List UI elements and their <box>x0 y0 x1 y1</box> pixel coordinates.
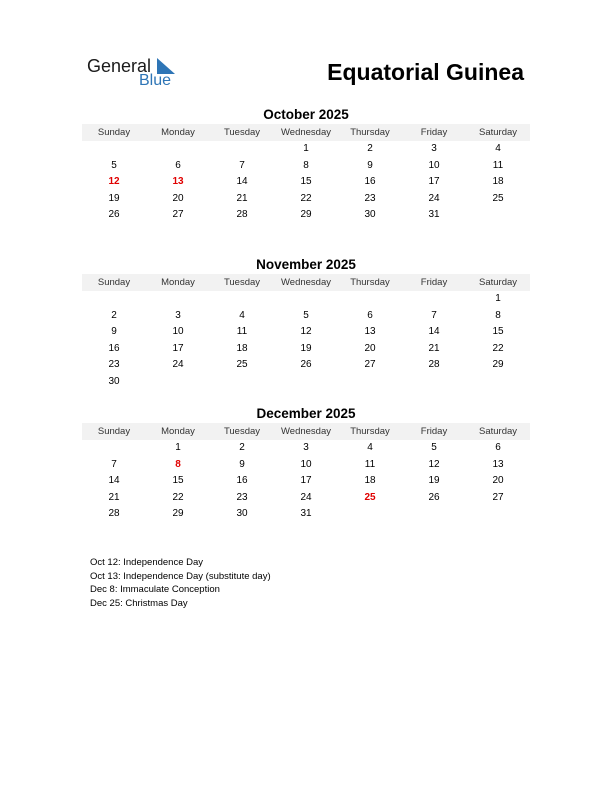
week-row <box>82 174 530 191</box>
day-cell: 7 <box>111 458 117 470</box>
day-cell: 19 <box>428 475 440 487</box>
weekday-label: Thursday <box>350 426 390 437</box>
day-cell: 5 <box>111 159 117 171</box>
day-cell: 9 <box>111 326 117 338</box>
day-cell: 6 <box>175 159 181 171</box>
day-cell: 5 <box>303 309 309 321</box>
day-cell: 24 <box>172 359 184 371</box>
day-cell: 13 <box>172 176 184 188</box>
day-cell: 8 <box>175 458 181 470</box>
day-cell: 18 <box>364 475 376 487</box>
day-cell: 22 <box>300 192 312 204</box>
week-row <box>82 191 530 208</box>
day-cell: 14 <box>236 176 248 188</box>
day-cell: 1 <box>303 143 309 154</box>
weekday-label: Wednesday <box>281 277 331 288</box>
day-cell: 4 <box>367 442 373 453</box>
weekday-label: Thursday <box>350 277 390 288</box>
day-cell <box>338 291 402 308</box>
day-cell: 7 <box>431 309 437 321</box>
week-row <box>82 457 530 474</box>
day-cell: 31 <box>428 209 440 221</box>
day-cell: 24 <box>300 491 312 503</box>
day-cell: 1 <box>175 442 181 453</box>
holiday-note: Oct 13: Independence Day (substitute day) <box>90 570 271 582</box>
day-cell: 9 <box>367 159 373 171</box>
day-cell: 26 <box>428 491 440 503</box>
day-cell: 7 <box>239 159 245 171</box>
day-cell: 29 <box>172 508 184 520</box>
month-december <box>82 405 530 523</box>
holiday-note: Dec 25: Christmas Day <box>90 598 188 610</box>
day-cell: 12 <box>300 326 312 338</box>
day-cell: 4 <box>239 309 245 321</box>
day-cell <box>82 440 146 457</box>
day-cell: 3 <box>303 442 309 453</box>
week-row <box>82 440 530 457</box>
day-cell <box>146 141 210 158</box>
month-title: December 2025 <box>256 406 356 421</box>
weekday-label: Monday <box>161 127 195 138</box>
day-cell: 28 <box>108 508 120 520</box>
day-cell <box>466 207 530 224</box>
holiday-notes <box>90 556 271 611</box>
day-cell: 30 <box>364 209 376 221</box>
day-cell: 15 <box>300 176 312 188</box>
day-cell: 25 <box>492 192 504 204</box>
day-cell: 12 <box>108 176 120 188</box>
day-cell: 19 <box>300 342 312 354</box>
day-cell <box>210 291 274 308</box>
day-cell: 21 <box>108 491 120 503</box>
day-cell: 10 <box>428 159 440 171</box>
day-cell <box>402 374 466 391</box>
day-cell: 25 <box>364 491 376 503</box>
day-cell <box>338 374 402 391</box>
country-title: Equatorial Guinea <box>327 59 524 85</box>
weekday-label: Saturday <box>478 277 518 288</box>
weekday-label: Wednesday <box>281 426 331 437</box>
day-cell <box>146 291 210 308</box>
week-row <box>82 158 530 175</box>
day-cell: 23 <box>364 192 376 204</box>
day-cell: 15 <box>172 475 184 487</box>
month-grid <box>82 291 530 391</box>
day-cell: 11 <box>492 159 504 171</box>
week-row <box>82 308 530 325</box>
day-cell <box>338 506 402 523</box>
day-cell <box>402 506 466 523</box>
month-grid <box>82 141 530 224</box>
weekday-label: Sunday <box>97 127 131 138</box>
week-row <box>82 291 530 308</box>
day-cell: 30 <box>236 508 248 520</box>
day-cell: 8 <box>495 309 501 321</box>
weekday-header <box>82 274 530 291</box>
weekday-label: Saturday <box>478 426 518 437</box>
weekday-label: Friday <box>420 127 448 138</box>
day-cell: 11 <box>236 326 248 338</box>
day-cell <box>82 141 146 158</box>
month-title: November 2025 <box>256 257 356 272</box>
day-cell: 25 <box>236 359 248 371</box>
day-cell: 14 <box>428 326 440 338</box>
day-cell: 20 <box>172 192 184 204</box>
day-cell: 19 <box>108 192 120 204</box>
weekday-label: Monday <box>161 426 195 437</box>
day-cell: 14 <box>108 475 120 487</box>
holiday-note: Oct 12: Independence Day <box>90 557 204 568</box>
day-cell: 31 <box>300 508 312 520</box>
day-cell: 16 <box>364 176 376 188</box>
week-row <box>82 473 530 490</box>
weekday-label: Tuesday <box>223 277 261 288</box>
day-cell: 26 <box>108 209 120 221</box>
weekday-label: Saturday <box>478 127 518 138</box>
day-cell: 26 <box>300 359 312 371</box>
day-cell: 12 <box>428 458 440 470</box>
week-row <box>82 357 530 374</box>
day-cell: 17 <box>428 176 440 188</box>
day-cell: 17 <box>300 475 312 487</box>
day-cell: 29 <box>300 209 312 221</box>
weekday-header <box>82 124 530 141</box>
day-cell: 28 <box>428 359 440 371</box>
day-cell <box>210 374 274 391</box>
week-row <box>82 374 530 391</box>
day-cell <box>274 291 338 308</box>
day-cell: 21 <box>236 192 248 204</box>
day-cell: 18 <box>492 176 504 188</box>
logo-general-text: General <box>87 56 152 76</box>
week-row <box>82 506 530 523</box>
logo-blue-text: Blue <box>139 72 172 89</box>
day-cell: 16 <box>236 475 248 487</box>
week-row <box>82 490 530 507</box>
month-grid <box>82 440 530 523</box>
weekday-header <box>82 423 530 440</box>
day-cell: 13 <box>492 458 504 470</box>
day-cell: 16 <box>108 342 120 354</box>
week-row <box>82 341 530 358</box>
day-cell: 15 <box>492 326 504 338</box>
day-cell: 1 <box>495 293 501 304</box>
day-cell <box>466 374 530 391</box>
day-cell: 6 <box>495 442 501 453</box>
weekday-label: Wednesday <box>281 127 331 138</box>
week-row <box>82 141 530 158</box>
day-cell: 13 <box>364 326 376 338</box>
day-cell <box>402 291 466 308</box>
day-cell: 23 <box>108 359 120 371</box>
day-cell: 4 <box>495 143 501 154</box>
weekday-label: Sunday <box>97 277 131 288</box>
day-cell: 8 <box>303 159 309 171</box>
day-cell: 11 <box>364 458 376 470</box>
day-cell <box>82 291 146 308</box>
day-cell: 10 <box>300 458 312 470</box>
day-cell: 20 <box>364 342 376 354</box>
day-cell: 10 <box>172 326 184 338</box>
day-cell: 29 <box>492 359 504 371</box>
day-cell: 5 <box>431 442 437 453</box>
brand-logo <box>87 56 187 92</box>
day-cell <box>466 506 530 523</box>
weekday-label: Friday <box>420 426 448 437</box>
day-cell <box>146 374 210 391</box>
weekday-label: Monday <box>161 277 195 288</box>
day-cell: 20 <box>492 475 504 487</box>
month-november <box>82 256 530 391</box>
week-row <box>82 207 530 224</box>
month-title: October 2025 <box>263 107 349 122</box>
day-cell: 18 <box>236 342 248 354</box>
day-cell: 27 <box>364 359 376 371</box>
day-cell: 24 <box>428 192 440 204</box>
day-cell: 27 <box>492 491 504 503</box>
day-cell: 22 <box>172 491 184 503</box>
day-cell: 3 <box>431 143 437 154</box>
day-cell: 22 <box>492 342 504 354</box>
day-cell: 2 <box>111 309 117 321</box>
day-cell <box>210 141 274 158</box>
month-october <box>82 106 530 224</box>
day-cell: 9 <box>239 458 245 470</box>
day-cell <box>274 374 338 391</box>
weekday-label: Friday <box>420 277 448 288</box>
holiday-note: Dec 8: Immaculate Conception <box>90 584 220 596</box>
day-cell: 2 <box>239 442 245 453</box>
weekday-label: Sunday <box>97 426 131 437</box>
day-cell: 23 <box>236 491 248 503</box>
day-cell: 21 <box>428 342 440 354</box>
day-cell: 28 <box>236 209 248 221</box>
weekday-label: Tuesday <box>223 426 261 437</box>
day-cell: 17 <box>172 342 184 354</box>
day-cell: 2 <box>367 143 373 154</box>
day-cell: 3 <box>175 309 181 321</box>
weekday-label: Thursday <box>350 127 390 138</box>
day-cell: 30 <box>108 375 120 387</box>
day-cell: 6 <box>367 309 373 321</box>
weekday-label: Tuesday <box>223 127 261 138</box>
day-cell: 27 <box>172 209 184 221</box>
week-row <box>82 324 530 341</box>
